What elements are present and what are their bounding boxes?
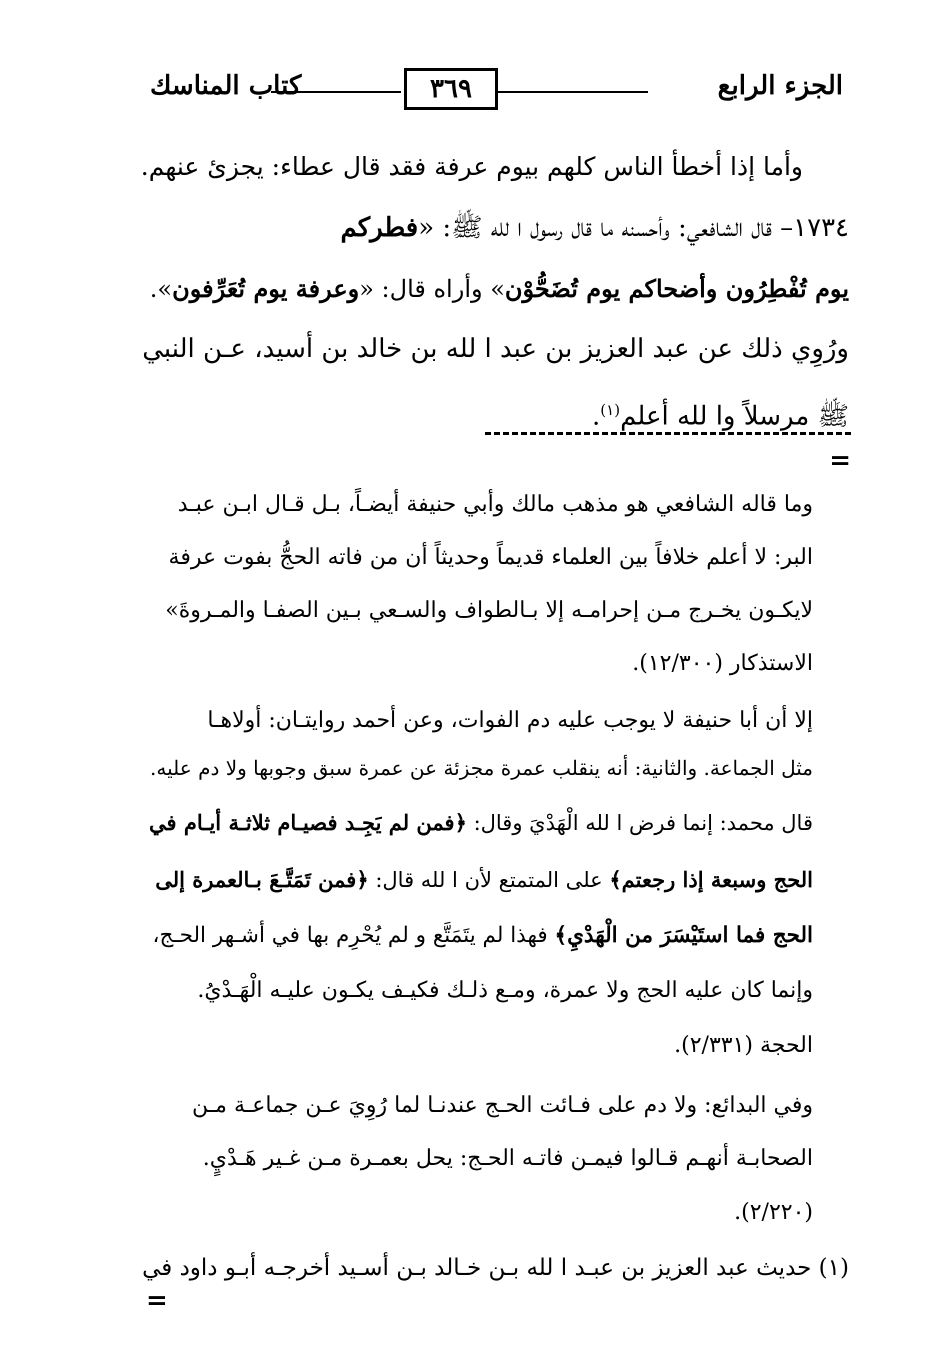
main-text-segment: ﷺ مرسلاً وا لله أعلم xyxy=(620,401,849,432)
note-line: الصحابـة أنهـم قـالوا فيمـن فاتـه الحـج: يحل بعمـرة مـن غـير هَـدْيٍ. xyxy=(202,1146,813,1171)
header-volume: الجزء الرابع xyxy=(717,71,843,101)
main-text-segment: ١٧٣٤– قال الشافعي: وأحسنه ما قال رسول ا لله ﷺ: « xyxy=(418,213,849,243)
note-line xyxy=(153,918,814,954)
main-text-line xyxy=(592,390,849,437)
note-line: البر: لا أعلم خلافاً بين العلماء قديماً وحديثاً أن من فاته الحجُّ بفوت عرفة xyxy=(168,545,813,570)
hadith-text: فطركم xyxy=(340,213,419,243)
main-text-segment: » وأراه قال: « xyxy=(359,275,505,303)
note-line: (٢/٢٢٠). xyxy=(734,1200,813,1225)
note-line: لايكـون يخـرج مـن إحرامـه إلا بـالطواف والسـعي بـين الصفـا والمـروةَ» xyxy=(165,598,813,623)
quran-text: ﴿فمن لم يَجِـد فصيـام ثلاثـة أيـام في xyxy=(149,810,467,835)
note-line xyxy=(155,862,813,898)
quran-text: ﴿فمن تَمَتَّـعَ بـالعمرة إلى xyxy=(155,867,369,892)
footnote-continuation-mark: = xyxy=(146,1286,168,1316)
footnote-reference: (١) xyxy=(600,401,621,419)
note-line: الحجة (٢/٣٣١). xyxy=(674,1033,813,1058)
dashed-separator xyxy=(485,432,851,435)
hadith-text: يوم تُفْطِرُون وأضحاكم يوم تُضَحُّوْن xyxy=(504,274,849,303)
header-book-title: كتاب المناسك xyxy=(150,71,302,101)
note-line: إلا أن أبا حنيفة لا يوجب عليه دم الفوات، وعن أحمد روايتـان: أولاهـا xyxy=(207,708,813,733)
main-text-line xyxy=(340,208,849,248)
main-text-segment: . xyxy=(592,401,601,432)
note-line: وفي البدائع: ولا دم على فـائت الحـج عندنـا لما رُوِيَ عـن جماعـة مـن xyxy=(191,1093,813,1118)
note-line: الاستذكار (١٢/٣٠٠). xyxy=(632,651,813,676)
note-segment: فهذا لم يتَمَتَّع و لم يُحْرِم بها في أشـهر الحـج، xyxy=(152,923,555,948)
quran-text: الحج وسبعة إذا رجعتم﴾ xyxy=(609,867,813,892)
hadith-text: وعرفة يوم تُعَرِّفون xyxy=(172,274,360,303)
note-line: وما قاله الشافعي هو مذهب مالك وأبي حنيفة أيضـاً، بـل قـال ابـن عبـد xyxy=(177,492,813,517)
note-line: مثل الجماعة. والثانية: أنه ينقلب عمرة مجزئة عن عمرة سبق وجوبها ولا دم عليه. xyxy=(150,756,813,780)
note-line xyxy=(149,805,813,841)
main-text-line xyxy=(150,269,849,309)
footnote: (١) حديث عبد العزيز بن عبـد ا لله بـن خـالد بـن أسـيد أخرجـه أبـو داود في xyxy=(142,1255,849,1281)
note-segment: قال محمد: إنما فرض ا لله الْهَدْيَ وقال: xyxy=(466,811,813,835)
main-text-line: وأما إذا أخطأ الناس كلهم بيوم عرفة فقد قال عطاء: يجزئ عنهم. xyxy=(140,152,803,181)
header-rule-right xyxy=(498,91,648,93)
note-segment: على المتمتع لأن ا لله قال: xyxy=(368,868,610,892)
main-text-line: ورُوِي ذلك عن عبد العزيز بن عبد ا لله بن خالد بن أسيد، عـن النبي xyxy=(142,334,849,364)
note-line: وإنما كان عليه الحج ولا عمرة، ومـع ذلـك فكيـف يكـون عليـه الْهَـدْيُ. xyxy=(197,978,813,1003)
quran-text: الحج فما استَيْسَرَ من الْهَدْيِ﴾ xyxy=(554,923,813,948)
main-text-segment: ». xyxy=(149,275,173,303)
continuation-mark: = xyxy=(829,446,851,476)
page-number: ٣٦٩ xyxy=(404,68,498,110)
